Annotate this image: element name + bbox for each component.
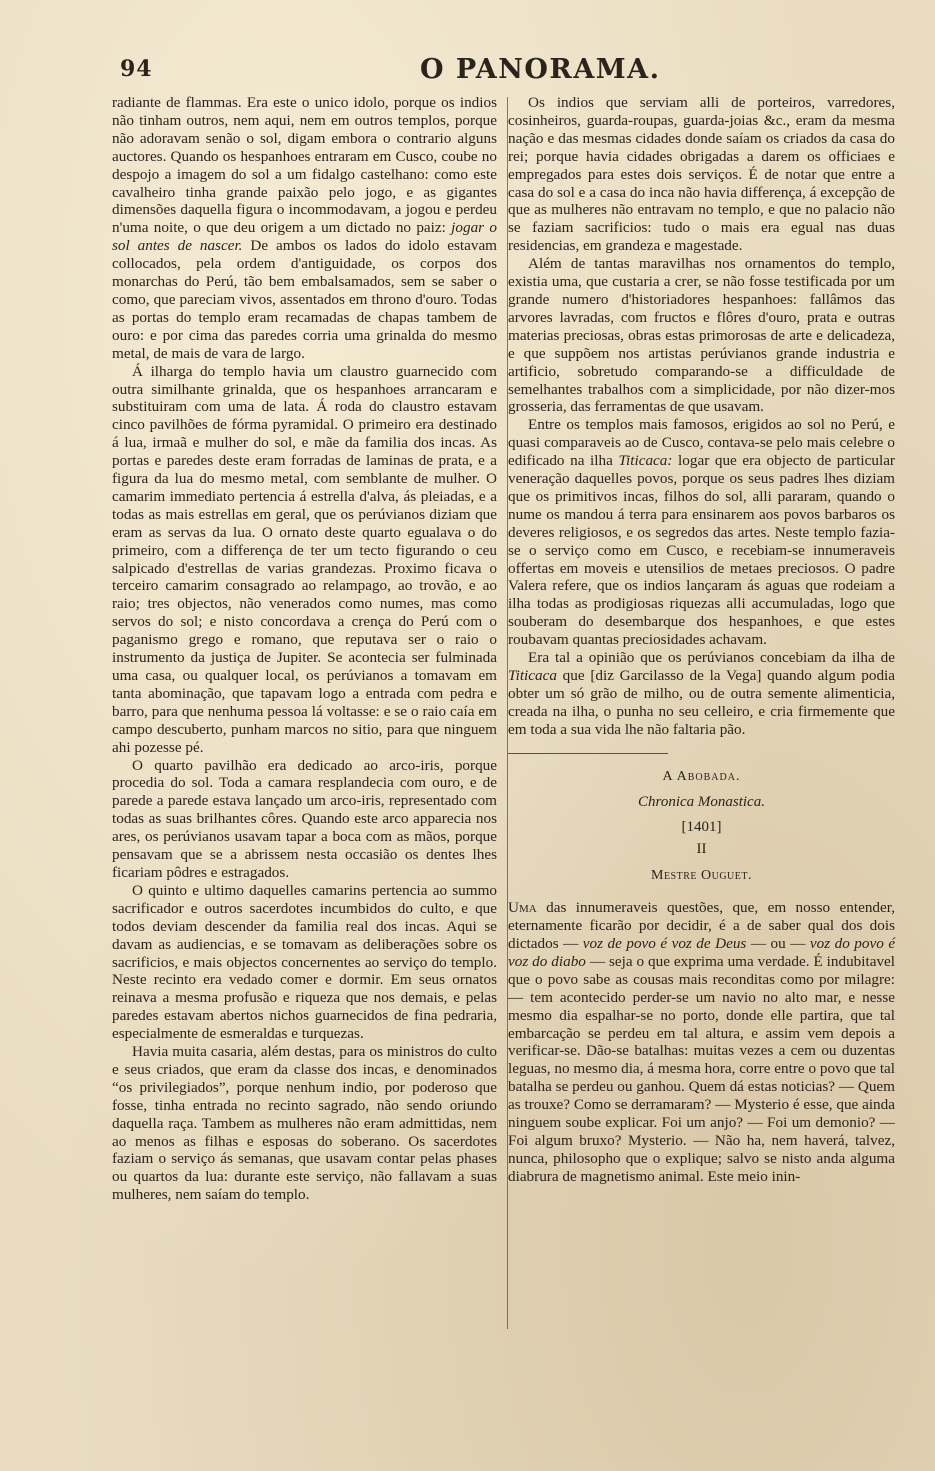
paragraph: Os indios que serviam alli de porteiros, varredores, cosinheiros, guarda-roupas, guarda-joias &c., eram da mesma nação e das mesmas cidades donde saíam os criados da casa do rei; porque havia cidades obrigadas a darem os officiaes e empregados para estes dois serviços. É de notar que entre a casa do sol e a casa do inca não havia differença, á excepção de que as mulheres não entravam no templo, e que no palacio não se faziam sacrificios: tudo o mais era egual nas duas residencias, em grandeza e magestade. <box>508 94 895 255</box>
paragraph: O quarto pavilhão era dedicado ao arco-iris, porque procedia do sol. Toda a camara resplandecia com ouro, e de parede a parede estava lançado um arco-iris, representado com todas as suas brilhantes côres. Quando este arco apparecia nos ares, os perúvianos usavam tapar a boca com as mãos, porque pensavam que se a abrissem nesta occasião os dentes lhes ficariam pôdres e estragados. <box>112 756 497 881</box>
paragraph: O quinto e ultimo daquelles camarins pertencia ao summo sacrificador e outros sacerdotes incumbidos do culto, e que todos deviam descender da familia real dos incas. Aqui se davam as audiencias, e se tomavam as deliberações sobre os sacrificios, e mais objectos concernentes ao serviço do templo. Neste recinto era vedado comer e dormir. Em seus ornatos reinava a mesma profusão e riqueza que nos demais, e pelas paredes estavam abertos nichos guarnecidos de fina pedraria, especialmente de esmeraldas e turquezas. <box>112 881 497 1043</box>
journal-title: O PANORAMA. <box>420 54 661 85</box>
article-year: [1401] <box>681 819 722 836</box>
paragraph: Entre os templos mais famosos, erigidos ao sol no Perú, e quasi comparaveis ao de Cusco, contava-se pelo mais celebre o edificado na ilha Titicaca: logar que era objecto de particular veneração daquelles povos, porque os seus padres lhes diziam que os primitivos incas, filhos do sol, alli pararam, quando o nume os mandou á terra para ensinarem aos povos barbaros os deveres religiosos, e os segredos das artes. Neste templo fazia-se o serviço como em Cusco, e recebiam-se innumeraveis offertas em moveis e utensilios de metaes preciosos. O padre Valera refere, que os indios lançaram ás aguas que rodeiam a ilha todas as prodigiosas riquezas alli accumuladas, logo que souberam do desembarque dos hespanhoes, e que estes roubavam quantas preciosidades achavam. <box>508 416 895 649</box>
article-author: Mestre Ouguet. <box>651 868 752 884</box>
initial-word: Uma <box>508 899 537 917</box>
article-subtitle: Chronica Monastica. <box>638 793 765 810</box>
page-header <box>120 56 912 86</box>
paragraph: radiante de flammas. Era este o unico idolo, porque os indios não tinham outros, nem aqui, nem em outros templos, porque não adoravam senão o sol, digam embora o contrario alguns auctores. Quando os hespanhoes entraram em Cusco, coube no despojo a imagem do sol a um fidalgo castelhano: como este cavalheiro tinha grande paixão pelo jogo, e as gigantes dimensões daquella figura o incommodavam, a jogou e perdeu n'uma noite, o que deu origem a um dictado no paiz: jogar o sol antes de nascer. De ambos os lados do idolo estavam collocados, pela ordem d'antiguidade, os corpos dos monarchas do Perú, tão bem embalsamados, sem se saber o como, que pareciam vivos, assentados em throno d'ouro. Todas as portas do templo eram recamadas de chapas tambem de ouro: e por cima das paredes corria uma grinalda do mesmo metal, de mais de vara de largo. <box>112 94 498 362</box>
paragraph: Á ilharga do templo havia um claustro guarnecido com outra similhante grinalda, que os hespanhoes arrancaram e substituiram com uma de lata. Á roda do claustro estavam cinco pavilhões de fórma pyramidal. O primeiro era destinado á lua, irmaã e mulher do sol, e mãe da familia dos incas. As portas e paredes deste eram forradas de laminas de prata, e a figura da lua do mesmo metal, com semblante de mulher. O camarim immediato pertencia á estrella d'alva, ás pleiadas, e a todas as mais estrellas em geral, que os perúvianos diziam que eram as servas da lua. O ornato deste quarto egualava o do primeiro, com a differença de ter um tecto figurando o ceu salpicado d'estrellas de varias grandezas. Proximo ficava o terceiro camarim consagrado ao relampago, ao trovão, e ao raio; tres objectos, não venerados como numes, mas como servos do sol; e nisto concordava a crença do Perú com o paganismo grego e romano, que reputava ser o raio o instrumento da justiça de Jupiter. Se acontecia ser fulminada uma casa, ou qualquer local, os perúvianos a tomavam em tanta abominação, que tapavam logo a entrada com pedra e barro, para que nenhuma pessoa lá voltasse: e se o raio caía em campo descuberto, punham marcos no sitio, para que ninguem ahi pozesse pé. <box>112 362 497 756</box>
paragraph: Uma das innumeraveis questões, que, em nosso entender, eternamente ficarão por decidir, é a de saber qual dos dois dictados — voz de povo é voz de Deus — ou — voz do povo é voz do diabo — seja o que exprima uma verdade. É indubitavel que o povo sabe as cousas mais reconditas como por milagre: — tem acontecido perder-se um navio no alto mar, e nesse mesmo dia espalhar-se no porto, donde elle partira, que tal embarcação se perdeu em tal altura, e assim vem depois a verificar-se. Dão-se batalhas: muitas vezes a cem ou duzentas leguas, no mesmo dia, á mesma hora, corre entre o povo que tal batalha se perdeu ou ganhou. Quem dá estas noticias? — Quem as trouxe? Como se derramaram? — Mysterio é esse, que ainda ninguem soube explicar. Foi um anjo? — Foi um demonio? — Foi algum bruxo? Mysterio. — Não ha, nem haverá, talvez, nunca, philosopho que o explique; salvo se nisto anda alguma diabrura de magnetismo animal. Este meio inin- <box>508 899 896 1185</box>
page-number: 94 <box>120 56 153 82</box>
divider <box>508 753 668 754</box>
article-title: A Abobada. <box>662 768 741 784</box>
paragraph: Era tal a opinião que os perúvianos concebiam da ilha de Titicaca que [diz Garcilasso de la Vega] quando algum podia obter um só grão de milho, ou de outra semente alimenticia, creada na ilha, o punha no seu celleiro, e cria firmemente que em toda a sua vida lhe não faltaria pão. <box>508 649 895 738</box>
paragraph: Havia muita casaria, além destas, para os ministros do culto e seus criados, que eram da classe dos incas, e denominados “os privilegiados”, porque nenhum indio, por poderoso que fosse, tinha entrada no recinto sagrado, não sendo oriundo daquella raça. Tambem as mulheres não eram admittidas, nem ao menos as filhas e esposas do soberano. Os sacerdotes faziam o serviço ás semanas, que usavam contar pelas phases ou quartos da lua: durante este serviço, não fallavam a suas mulheres, nem saíam do templo. <box>112 1043 497 1204</box>
right-column <box>508 94 895 1186</box>
paragraph: Além de tantas maravilhas nos ornamentos do templo, existia uma, que custaria a crer, se não fosse testificada por um grande numero d'historiadores hespanhoes: fallâmos das arvores lavradas, com fructos e flôres d'ouro, prata e outras materias preciosas, obras estas primorosas de arte e delicadeza, e que suppõem nos artistas perúvianos grande industria e artificio, sobretudo comparando-se a difficuldade de semelhantes trabalhos com a simplicidade, por não dizer-mos grosseria, das ferramentas de que usavam. <box>508 255 895 416</box>
article-heading <box>508 753 895 886</box>
article-part: II <box>696 841 707 858</box>
left-column <box>112 94 497 1204</box>
